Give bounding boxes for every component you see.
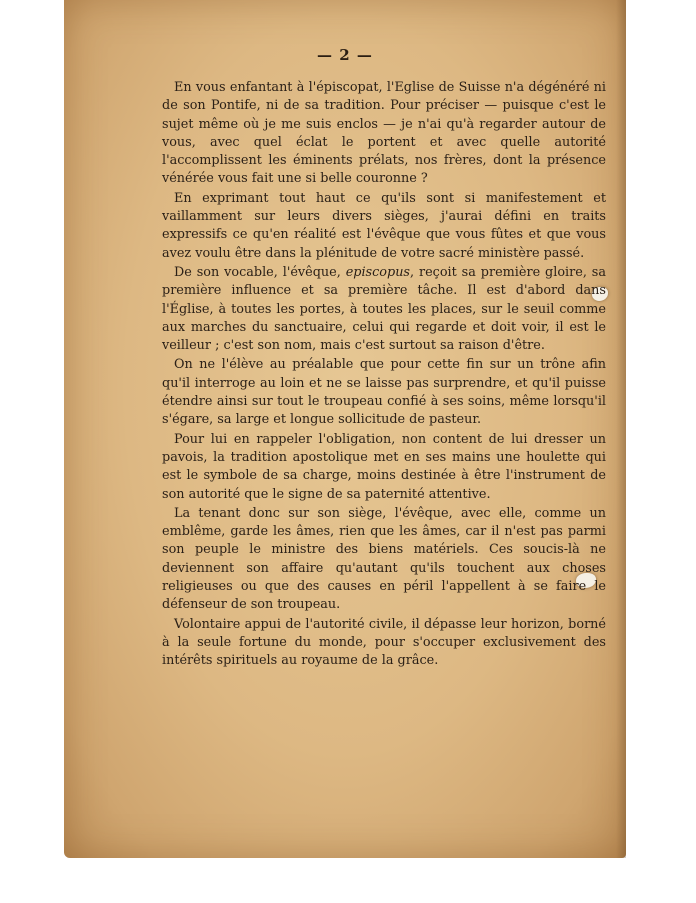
paragraph-2: En exprimant tout haut ce qu'ils sont si manifestement et vaillamment sur leurs divers sièges, j'aurai défini en traits expressifs ce qu'en réalité est l'évêque que vous fûtes et que vous avez voulu être dans la plénitude de votre sacré ministère passé.: [162, 190, 606, 261]
paragraph-3-latin-term: episcopus: [345, 264, 410, 280]
paragraph-3-start: De son vocable, l'évêque,: [174, 264, 346, 280]
paragraph-5: Pour lui en rappeler l'obligation, non content de lui dresser un pavois, la tradition apostolique met en ses mains une houlette qui est le symbole de sa charge, moins destinée à être l'instrument de son autorité que le signe de sa paternité attentive.: [162, 431, 606, 502]
paragraph-1: En vous enfantant à l'épiscopat, l'Eglise de Suisse n'a dégénéré ni de son Pontife, ni de sa tradition. Pour préciser — puisque c'est le sujet même où je me suis enclos — je n'ai qu'à regarder autour de vous, avec quel éclat le portent et avec quelle autorité l'accomplissent les éminents prélats, nos frères, dont la présence vénérée vous fait une si belle couronne ?: [162, 80, 606, 187]
paragraph-3: [162, 264, 606, 355]
page-number: — 2 —: [317, 46, 373, 64]
page-edge-shadow: [616, 0, 626, 858]
paragraph-3-end: , reçoit sa première gloire, sa première influence et sa première tâche. Il est d'abord dans l'Église, à toutes les portes, à toutes les places, sur le seuil comme aux marches du sanctuaire, celui qui regarde et doit voir, il est le veilleur ; c'est son nom, mais c'est surtout sa raison d'être.: [162, 264, 607, 354]
paragraph-4: On ne l'élève au préalable que pour cette fin sur un trône afin qu'il interroge au loin et ne se laisse pas surprendre, et qu'il puisse étendre ainsi sur tout le troupeau confié à ses soins, même lorsqu'il s'égare, sa large et longue sollicitude de pasteur.: [162, 357, 606, 428]
paragraph-7: Volontaire appui de l'autorité civile, il dépasse leur horizon, borné à la seule fortune du monde, pour s'occuper exclusivement des intérêts spirituels au royaume de la grâce.: [162, 616, 606, 669]
body-text: [162, 79, 606, 671]
scanned-page: [64, 0, 626, 858]
paragraph-6: La tenant donc sur son siège, l'évêque, avec elle, comme un emblême, garde les âmes, rien que les âmes, car il n'est pas parmi son peuple le ministre des biens matériels. Ces soucis-là ne deviennent son affaire qu'autant qu'ils touchent aux choses religieuses ou que des causes en péril l'appellent à se faire le défenseur de son troupeau.: [162, 505, 606, 613]
